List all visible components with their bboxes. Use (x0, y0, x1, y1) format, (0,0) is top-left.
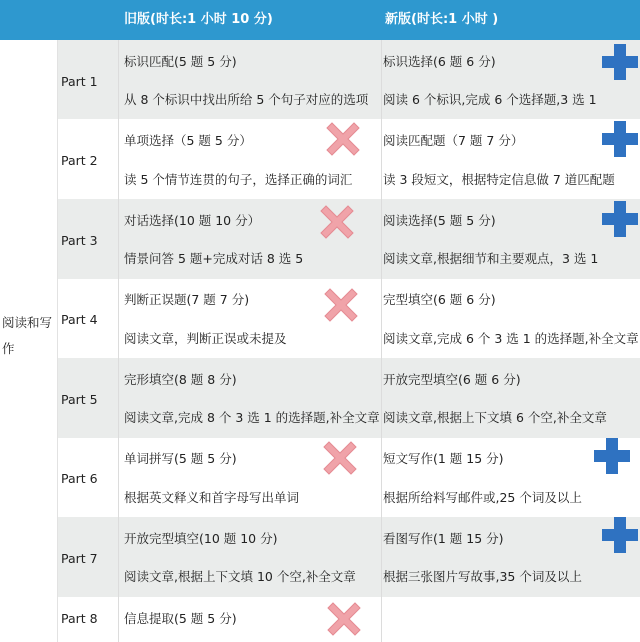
plus-icon (592, 436, 632, 476)
plus-icon (600, 515, 640, 555)
row-band-5 (58, 358, 640, 438)
part-label: Part 3 (61, 233, 98, 248)
old-desc: 情景问答 5 题+完成对话 8 选 5 (124, 251, 304, 266)
old-title: 标识匹配(5 题 5 分) (124, 54, 237, 69)
old-title: 完形填空(8 题 8 分) (124, 372, 237, 387)
new-desc: 阅读文章,完成 6 个 3 选 1 的选择题,补全文章 (383, 331, 639, 346)
section-label: 阅读和写作 (2, 315, 53, 356)
new-desc: 阅读 6 个标识,完成 6 个选择题,3 选 1 (383, 92, 597, 107)
part-label: Part 7 (61, 551, 98, 566)
new-title: 完型填空(6 题 6 分) (383, 292, 496, 307)
old-title: 判断正误题(7 题 7 分) (124, 292, 250, 307)
old-title: 单词拼写(5 题 5 分) (124, 451, 237, 466)
part-label: Part 8 (61, 611, 98, 626)
new-desc: 阅读文章,根据上下文填 6 个空,补全文章 (383, 410, 607, 425)
new-title: 标识选择(6 题 6 分) (383, 54, 496, 69)
divider-part (118, 40, 119, 642)
plus-icon (600, 119, 640, 159)
plus-icon (600, 199, 640, 239)
part-label: Part 1 (61, 74, 98, 89)
header-old-version: 旧版(时长:1 小时 10 分) (118, 0, 381, 40)
old-desc: 读 5 个情节连贯的句子，选择正确的词汇 (124, 172, 353, 187)
cross-icon (319, 283, 363, 327)
old-title: 单项选择（5 题 5 分） (124, 133, 252, 148)
part-label: Part 4 (61, 312, 98, 327)
cross-icon (315, 200, 359, 244)
cross-icon (322, 597, 366, 641)
header-new-version: 新版(时长:1 小时 ) (381, 0, 640, 40)
old-desc: 根据英文释义和首字母写出单词 (124, 490, 300, 505)
cross-icon (321, 117, 365, 161)
plus-icon (600, 42, 640, 82)
old-desc: 阅读文章,根据上下文填 10 个空,补全文章 (124, 569, 356, 584)
old-desc: 阅读文章,完成 8 个 3 选 1 的选择题,补全文章 (124, 410, 380, 425)
old-title: 开放完型填空(10 题 10 分) (124, 531, 278, 546)
new-desc: 读 3 段短文，根据特定信息做 7 道匹配题 (383, 172, 615, 187)
new-title: 看图写作(1 题 15 分) (383, 531, 504, 546)
new-desc: 根据所给料写邮件或,25 个词及以上 (383, 490, 582, 505)
old-title: 信息提取(5 题 5 分) (124, 611, 237, 626)
part-label: Part 5 (61, 392, 98, 407)
divider-old-new (381, 40, 382, 642)
new-title: 阅读匹配题（7 题 7 分） (383, 133, 524, 148)
row-band-7 (58, 517, 640, 597)
header-blank-1 (0, 0, 58, 40)
part-label: Part 2 (61, 153, 98, 168)
old-desc: 阅读文章，判断正误或未提及 (124, 331, 287, 346)
cross-icon (318, 436, 362, 480)
new-desc: 阅读文章,根据细节和主要观点，3 选 1 (383, 251, 599, 266)
header-blank-2 (58, 0, 118, 40)
part-label: Part 6 (61, 471, 98, 486)
new-desc: 根据三张图片写故事,35 个词及以上 (383, 569, 582, 584)
old-title: 对话选择(10 题 10 分） (124, 213, 261, 228)
old-desc: 从 8 个标识中找出所给 5 个句子对应的选项 (124, 92, 369, 107)
new-title: 阅读选择(5 题 5 分) (383, 213, 496, 228)
new-title: 开放完型填空(6 题 6 分) (383, 372, 521, 387)
new-title: 短文写作(1 题 15 分) (383, 451, 504, 466)
